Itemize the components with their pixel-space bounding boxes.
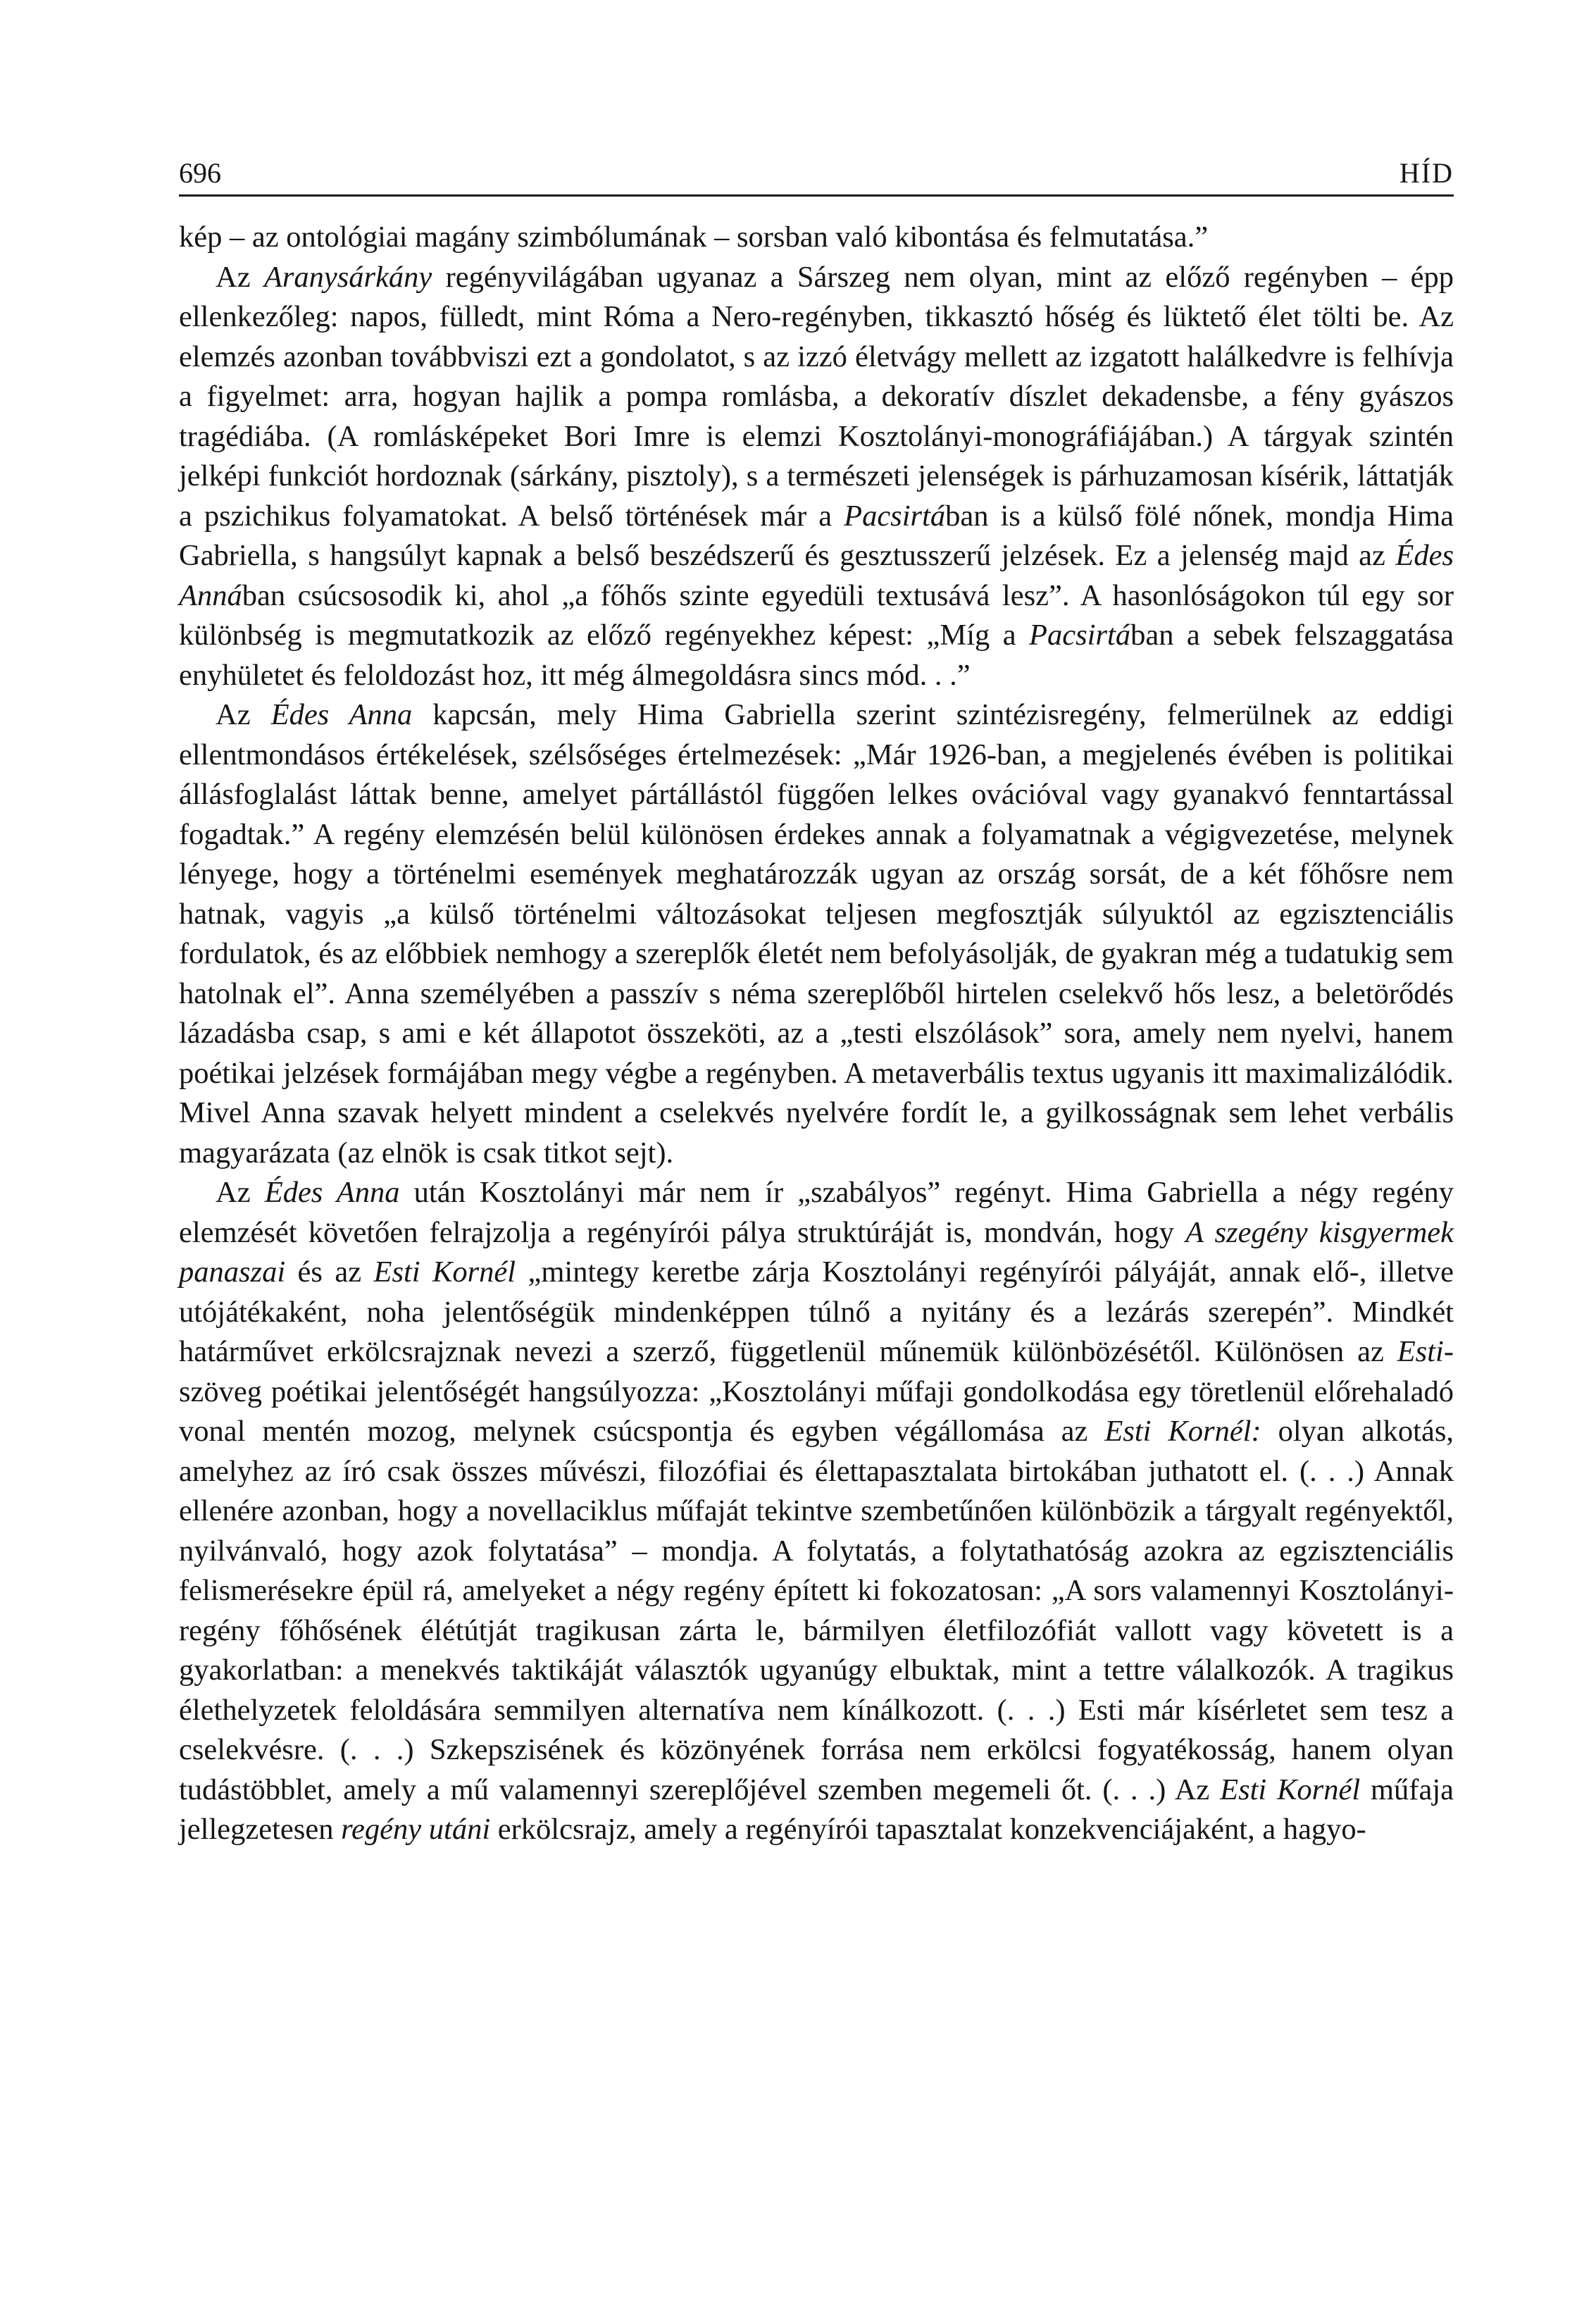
paragraph xyxy=(179,258,1454,696)
page-number: 696 xyxy=(179,157,221,189)
article-body xyxy=(179,218,1454,1850)
paragraph-text: regényvilágában ugyanaz a Sárszeg nem olyan, mint az előző regényben – épp ellenkezőleg: napos, fülledt, mint Róma a Nero-regényben, tikkasztó hőség és lüktető élet tölti be. Az elemzés azonban továbbviszi ezt a gondolatot, s az izzó életvágy mellett az izgatott halálkedvre is felhívja a figyelmet: arra, hogyan hajlik a pompa romlásba, a dekoratív díszlet dekadensbe, a fény gyászos tragédiába. (A romlásképeket Bori Imre is elemzi Kosztolányi-monográfiájában.) A tárgyak szintén jelképi funkciót hordoznak (sárkány, pisztoly), s a természeti jelenségek is párhuzamosan kísérik, láttatják a pszichikus folyamatokat. A belső történések már a xyxy=(179,260,1454,533)
paragraph xyxy=(179,218,1454,258)
italic-title-text: A szegény kisgyermek panaszai xyxy=(179,1215,1454,1289)
paragraph xyxy=(179,1173,1454,1850)
italic-title-text: Esti Kornél xyxy=(373,1255,516,1289)
italic-title-text: Esti Kornél xyxy=(1220,1773,1361,1806)
journal-title: HÍD xyxy=(1399,157,1454,189)
italic-title-text: Pacsirtá xyxy=(1029,619,1131,652)
paragraph-text: Az xyxy=(216,1176,265,1209)
italic-title-text: Aranysárkány xyxy=(263,260,432,294)
running-header xyxy=(179,155,1454,197)
italic-title-text: Esti xyxy=(1397,1335,1444,1368)
page xyxy=(179,155,1454,1850)
paragraph-text: ban is a külső fölé nőnek, mondja Hima Gabriella, s hangsúlyt kapnak a belső beszédszerű és gesztusszerű jelzések. Ez a jelenség majd az xyxy=(179,499,1454,572)
paragraph-text: Az xyxy=(216,260,264,294)
paragraph-text: olyan alkotás, amelyhez az író csak összes művészi, filozófiai és élettapasztalata birtokában juthatott el. (. . .) Annak ellenére azonban, hogy a novellaciklus műfaját tekintve szembetűnően különbözik a tárgyalt regényektől, nyilvánvaló, hogy azok folytatása” – mondja. A folytatás, a folytathatóság azokra az egzisztenciális felismerésekre épül rá, amelyeket a négy regény épített ki fokozatosan: „A sors valamennyi Kosztolányi-regény főhősének élétútját tragikusan zárta le, bármilyen életfilozófiát vallott vagy követett is a gyakorlatban: a menekvés taktikáját választók ugyanúgy elbuktak, mint a tettre válalkozók. A tragikus élethelyzetek feloldására semmilyen alternatíva nem kínálkozott. (. . .) Esti már kísérletet sem tesz a cselekvésre. (. . .) Szkepszisének és közönyének forrása nem erkölcsi fogyatékosság, hanem olyan tudástöbblet, amely a mű valamennyi szereplőjével szemben megemeli őt. (. . .) Az xyxy=(179,1415,1454,1806)
italic-title-text: Édes Anna xyxy=(270,698,413,731)
italic-title-text: Édes Anna xyxy=(264,1176,400,1209)
paragraph-text: kapcsán, mely Hima Gabriella szerint szintézisregény, felmerülnek az eddigi ellentmondásos értékelések, szélsőséges értelmezések: „Már 1926-ban, a megjelenés évében is politikai állásfoglalást láttak benne, amelyet pártállástól függően lelkes ovációval vagy gyanakvó fenntartással fogadtak.” A regény elemzésén belül különösen érdekes annak a folyamatnak a végigvezetése, melynek lényege, hogy a történelmi események meghatározzák ugyan az ország sorsát, de a két főhősre nem hatnak, vagyis „a külső történelmi változásokat teljesen megfosztják súlyuktól az egzisztenciális fordulatok, és az előbbiek nemhogy a szereplők életét nem befolyásolják, de gyakran még a tudatukig sem hatolnak el”. Anna személyében a passzív s néma szereplőből hirtelen cselekvő hős lesz, a beletörődés lázadásba csap, s ami e két állapotot összeköti, az a „testi elszólások” sora, amely nem nyelvi, hanem poétikai jelzések formájában megy végbe a regényben. A metaverbális textus ugyanis itt maximalizálódik. Mivel Anna szavak helyett mindent a cselekvés nyelvére fordít le, a gyilkosságnak sem lehet verbális magyarázata (az elnök is csak titkot sejt). xyxy=(179,698,1454,1170)
paragraph-text: Az xyxy=(216,698,271,731)
paragraph-text: műfaja jellegzetesen xyxy=(179,1773,1454,1846)
italic-title-text: regény utáni xyxy=(341,1813,491,1846)
italic-title-text: Édes Anná xyxy=(179,539,1454,612)
italic-title-text: Pacsirtá xyxy=(844,499,946,533)
paragraph-text: ban a sebek felszaggatása enyhületet és feloldozást hoz, itt még álmegoldásra sincs mód. . .” xyxy=(179,619,1454,692)
italic-title-text: Esti Kornél: xyxy=(1104,1415,1261,1448)
paragraph xyxy=(179,695,1454,1173)
paragraph-text: és az xyxy=(285,1255,374,1289)
paragraph-text: után Kosztolányi már nem ír „szabályos” regényt. Hima Gabriella a négy regény elemzését követően felrajzolja a regényírói pálya struktúráját is, mondván, hogy xyxy=(179,1176,1454,1249)
paragraph-text: kép – az ontológiai magány szimbólumának – sorsban való kibontása és felmutatása.” xyxy=(179,221,1209,254)
paragraph-text: -szöveg poétikai jelentőségét hangsúlyozza: „Kosztolányi műfaji gondolkodása egy töretlenül előrehaladó vonal mentén mozog, melynek csúcspontja és egyben végállomása az xyxy=(179,1335,1454,1448)
paragraph-text: ban csúcsosodik ki, ahol „a főhős szinte egyedüli textusává lesz”. A hasonlóságokon túl egy sor különbség is megmutatkozik az előző regényekhez képest: „Míg a xyxy=(179,578,1454,652)
paragraph-text: erkölcsrajz, amely a regényírói tapasztalat konzekvenciájaként, a hagyo- xyxy=(490,1813,1366,1846)
paragraph-text: „mintegy keretbe zárja Kosztolányi regényírói pályáját, annak elő-, illetve utójátékaként, noha jelentőségük mindenképpen túlnő a nyitány és a lezárás szerepén”. Mindkét határművet erkölcsrajznak nevezi a szerző, függetlenül műnemük különbözésétől. Különösen az xyxy=(179,1255,1454,1368)
